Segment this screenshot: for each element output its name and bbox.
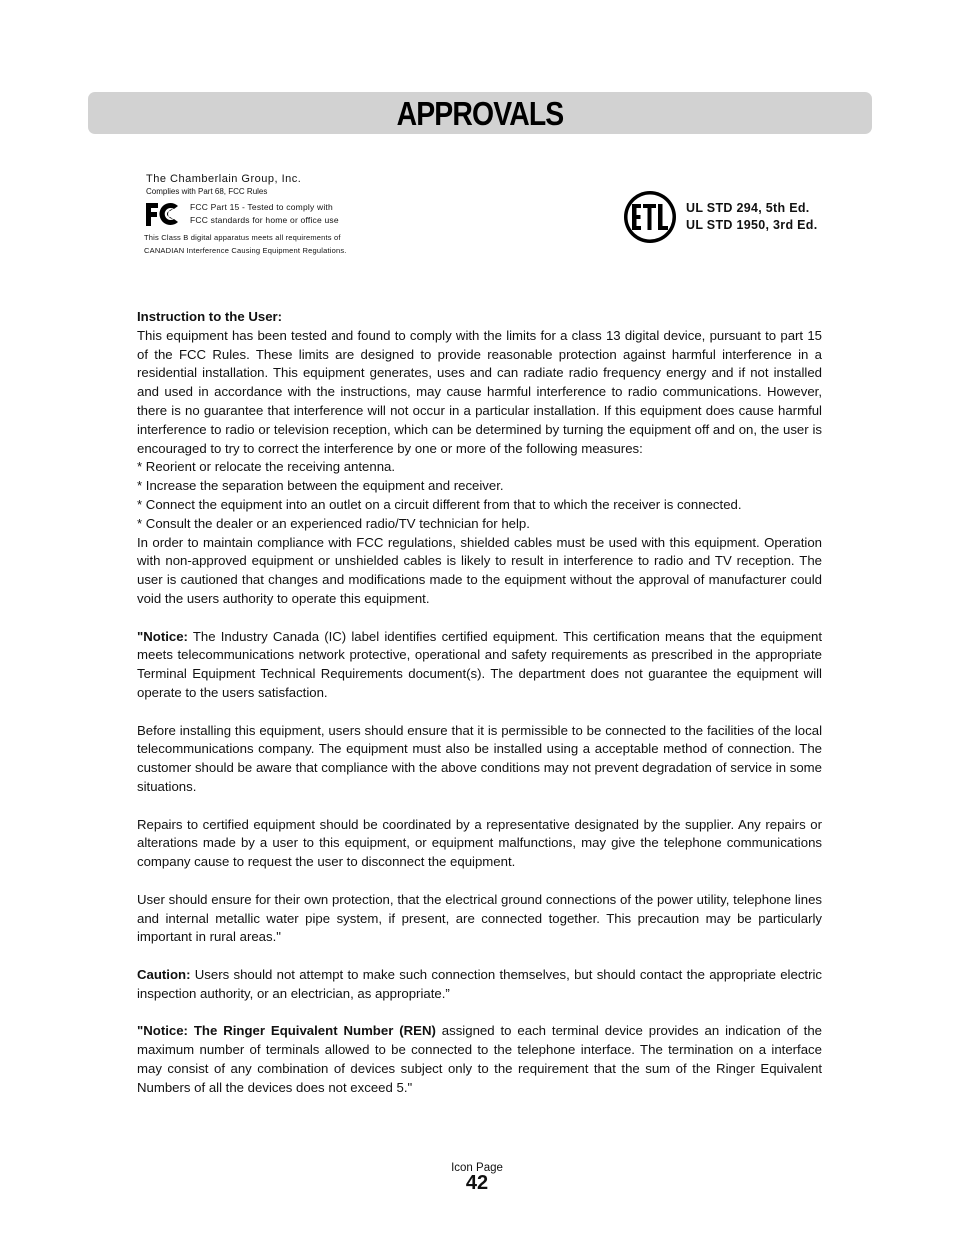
page-footer [0,1162,954,1195]
fcc-part15-line1: FCC Part 15 - Tested to comply with [190,202,333,212]
fcc-compliance-block [144,173,404,257]
compliance-paragraph: In order to maintain compliance with FCC regulations, shielded cables must be used with this equipment. Operation with non-approved equipment or unshielded cables is likely to result in interference to radio and TV reception. The user is cautioned that changes and modifications made to the equipment without the approval of manufacturer could void the users authority to operate this equipment. [137,534,822,606]
ul-standards [686,200,818,234]
instruction-paragraph: This equipment has been tested and found to comply with the limits for a class 13 digital device, pursuant to part 15 of the FCC Rules. These limits are designed to provide reasonable protection against harmful interference in a residential installation. This equipment generates, uses and can radiate radio frequency energy and if not installed and used in accordance with the instructions, may cause harmful interference to radio communications. However, there is no guarantee that interference will not occur in a particular installation. If this equipment does cause harmful interference to radio or television reception, which can be determined by turning the equipment off and on, the user is encouraged to try to correct the interference by one or more of the following measures: [137,327,822,456]
ul-standard-294: UL STD 294, 5th Ed. [686,201,810,215]
bullet-consult: * Consult the dealer or an experienced radio/TV technician for help. [137,515,530,531]
bullet-reorient: * Reorient or relocate the receiving antenna. [137,459,396,475]
notice-ren-text: assigned to each terminal device provides an indication of the maximum number of terminals allowed to be connected to the telephone interface. The termination on a interface may consist of any combination of devices subject only to the requirement that the sum of the Ringer Equivalent Numbers of all the devices does not exceed 5." [137,1023,822,1095]
caution-label: Caution: [137,966,191,982]
fcc-part15-row [144,200,404,228]
instruction-heading: Instruction to the User: [137,309,283,324]
protection-paragraph: User should ensure for their own protection, that the electrical ground connections of the power utility, telephone lines and internal metallic water pipe system, if present, are connected together. This precaution may be particularly important in rural areas." [137,891,822,945]
bullet-outlet: * Connect the equipment into an outlet on a circuit different from that to which the receiver is connected. [137,496,742,512]
fcc-part15-line2: FCC standards for home or office use [190,215,339,225]
fcc-classb-line2: CANADIAN Interference Causing Equipment Regulations. [144,246,347,255]
notice-ren-label: "Notice: The Ringer Equivalent Number (REN) [137,1023,436,1039]
caution-paragraph [137,966,822,1004]
notice-ren-paragraph [137,1022,822,1097]
bullet-separation: * Increase the separation between the equipment and receiver. [137,478,504,494]
page-title: APPROVALS [396,95,564,132]
repairs-paragraph: Repairs to certified equipment should be coordinated by a representative designated by the supplier. Any repairs or alterations made by a user to this equipment, or equipment malfunctions, may give the telephone communications company cause to request the user to disconnect the equipment. [137,816,822,870]
approvals-body [137,308,822,1097]
fcc-classb-line1: This Class B digital apparatus meets all requirements of [144,233,341,242]
etl-certification-block [622,189,818,245]
fcc-classb-text [144,231,404,257]
before-installing-paragraph: Before installing this equipment, users should ensure that it is permissible to be connected to the facilities of the local telecommunications company. The equipment must also be installed using a acceptable method of connection. The customer should be aware that compliance with the above conditions may not prevent degradation of service in some situations. [137,722,822,794]
page-number: 42 [465,1172,489,1194]
fcc-logo-icon [144,200,184,228]
fcc-company-name: The Chamberlain Group, Inc. [146,173,302,185]
page-title-bar [88,92,872,134]
fcc-part15-text [190,201,339,227]
etl-logo-icon [622,189,678,245]
ul-standard-1950: UL STD 1950, 3rd Ed. [686,218,818,232]
notice-ic-text: The Industry Canada (IC) label identifies certified equipment. This certification means that the equipment meets telecommunications network protective, operational and safety requirements as prescribed in the appropriate Terminal Equipment Technical Requirements document(s). The department does not guarantee the equipment will operate to the users satisfaction. [137,628,822,700]
caution-text: Users should not attempt to make such connection themselves, but should contact the appropriate electric inspection authority, or an electrician, as appropriate.” [137,966,822,1001]
fcc-part68-text: Complies with Part 68, FCC Rules [146,187,268,196]
notice-ic-paragraph [137,628,822,703]
notice-ic-label: "Notice: [137,628,188,644]
footer-label: Icon Page [451,1162,503,1174]
